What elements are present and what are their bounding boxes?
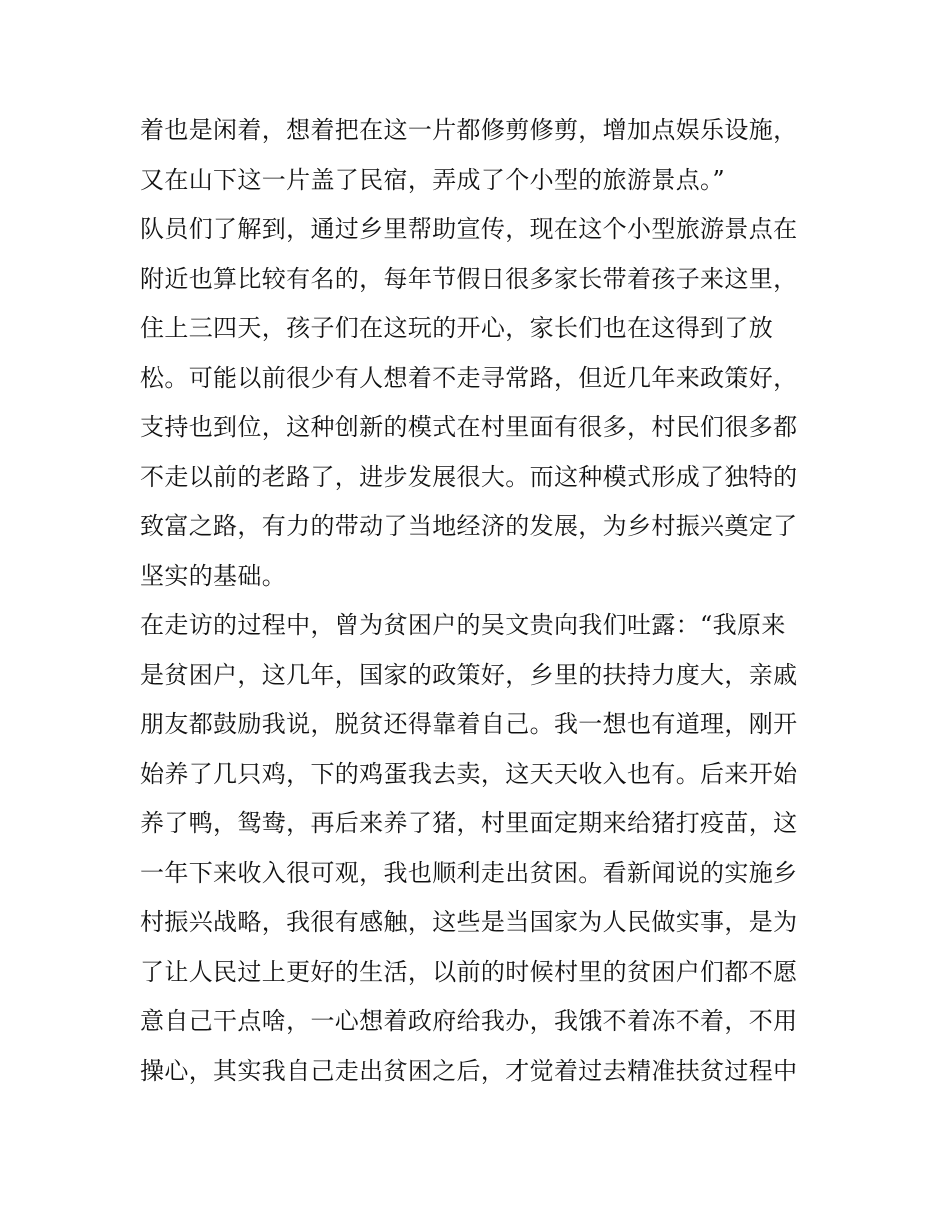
- text-line: 致富之路，有力的带动了当地经济的发展，为乡村振兴奠定了: [140, 512, 798, 540]
- text-line: 始养了几只鸡，下的鸡蛋我去卖，这天天收入也有。后来开始: [140, 759, 798, 788]
- text-line: 着也是闲着，想着把在这一片都修剪修剪，增加点娱乐设施，: [140, 116, 798, 144]
- text-line: 操心，其实我自己走出贫困之后，才觉着过去精准扶贫过程中: [140, 1056, 798, 1085]
- text-line: 松。可能以前很少有人想着不走寻常路，但近几年来政策好，: [140, 363, 798, 392]
- body-text: [140, 106, 820, 1096]
- text-line: 又在山下这一片盖了民宿，弄成了个小型的旅游景点。”: [140, 165, 726, 194]
- text-line: 村振兴战略，我很有感触，这些是当国家为人民做实事，是为: [140, 908, 798, 936]
- text-line: 了让人民过上更好的生活，以前的时候村里的贫困户们都不愿: [140, 957, 798, 986]
- text-line: 在走访的过程中，曾为贫困户的吴文贵向我们吐露：“我原来: [140, 611, 786, 639]
- text-line: 意自己干点啥，一心想着政府给我办，我饿不着冻不着，不用: [140, 1007, 798, 1035]
- text-line: 一年下来收入很可观，我也顺利走出贫困。看新闻说的实施乡: [140, 858, 798, 887]
- text-line: 朋友都鼓励我说，脱贫还得靠着自己。我一想也有道理，刚开: [140, 710, 798, 738]
- text-line: 养了鸭，鸳鸯，再后来养了猪，村里面定期来给猪打疫苗，这: [140, 809, 798, 837]
- text-line: 坚实的基础。: [140, 561, 287, 590]
- text-line: 队员们了解到，通过乡里帮助宣传，现在这个小型旅游景点在: [140, 215, 798, 243]
- text-line: 附近也算比较有名的，每年节假日很多家长带着孩子来这里，: [140, 264, 798, 293]
- text-line: 不走以前的老路了，进步发展很大。而这种模式形成了独特的: [140, 462, 798, 491]
- text-line: 是贫困户，这几年，国家的政策好，乡里的扶持力度大，亲戚: [140, 660, 798, 689]
- text-line: 支持也到位，这种创新的模式在村里面有很多，村民们很多都: [140, 413, 798, 441]
- text-line: 住上三四天，孩子们在这玩的开心，家长们也在这得到了放: [140, 314, 774, 342]
